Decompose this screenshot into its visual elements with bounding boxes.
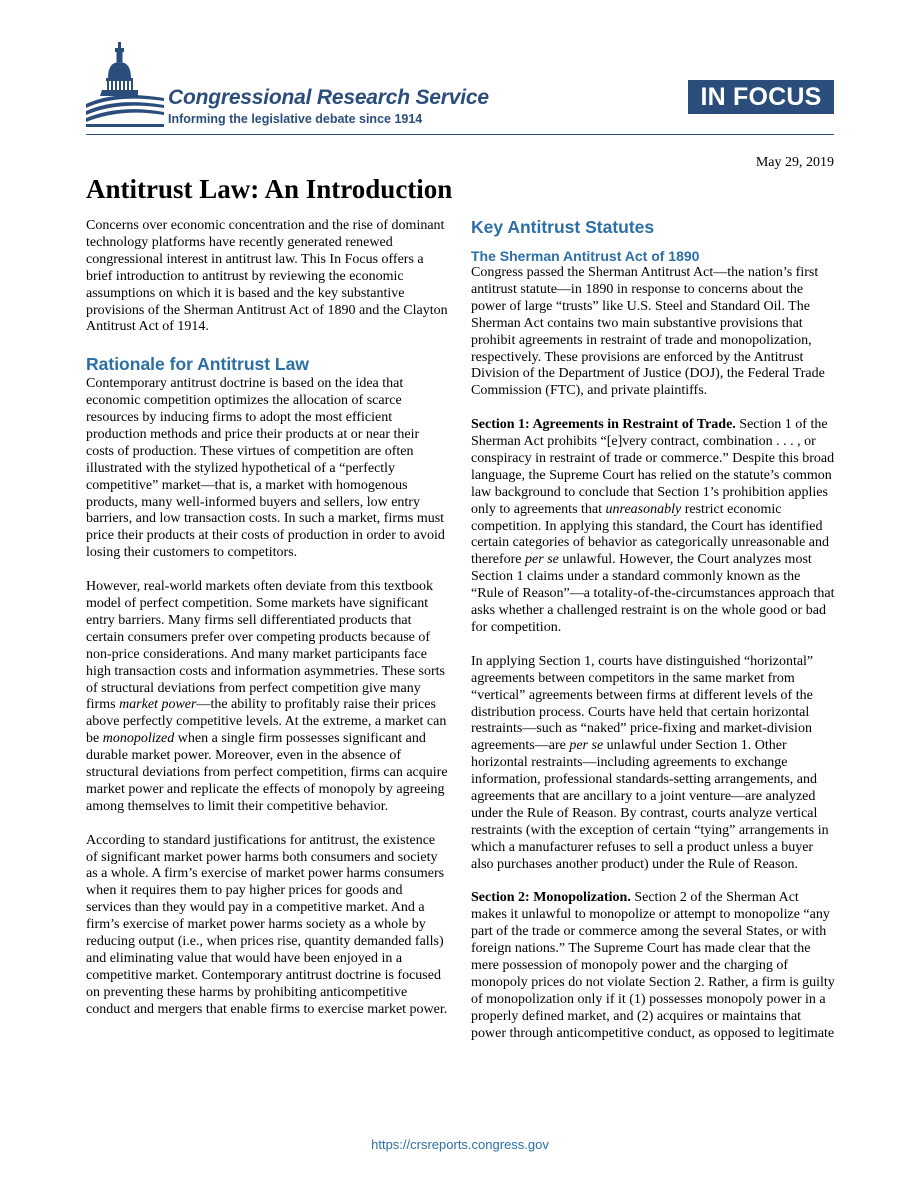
- section-heading-rationale: Rationale for Antitrust Law: [86, 354, 309, 375]
- right-column: [471, 216, 835, 1060]
- page-title: Antitrust Law: An Introduction: [86, 174, 453, 204]
- horizontal-vertical-paragraph: In applying Section 1, courts have distinguished “horizontal” agreements between competitors in the same market from “vertical” agreements between firms at different levels of the distribution process. Courts have held that certain horizontal restraints—such as “naked” price-fixing and market-division agreements—are per se unlawful under Section 1. Other horizontal restraints—including agreements to exchange information, professional standards-setting arrangements, and agreements that are ancillary to a joint venture—are analyzed under the Rule of Reason. By contrast, courts analyze vertical restraints (with the exception of certain “tying” arrangements in which a manufacturer refuses to sell a product unless a buyer also purchases another product) under the Rule of Reason.: [471, 653, 829, 872]
- in-focus-badge: IN FOCUS: [688, 80, 834, 114]
- unreasonably-term: unreasonably: [605, 501, 682, 517]
- section-2-run-in-heading: Section 2: Monopolization.: [471, 890, 631, 906]
- header-divider: [86, 134, 834, 135]
- per-se-term-2: per se: [569, 738, 604, 754]
- per-se-term: per se: [525, 552, 559, 568]
- section-1-paragraph: Section 1: Agreements in Restraint of Trade. Section 1 of the Sherman Act prohibits “[e]very contract, combination . . . , or conspiracy in restraint of trade or commerce.” Despite this broad language, the Supreme Court has relied on the statute’s common law background to conclude that Section 1’s prohibition applies only to agreements that unreasonably restrict economic competition. In applying this standard, the Court has identified certain categories of behavior as categorically unreasonable and therefore per se unlawful. However, the Court analyzes most Section 1 claims under a standard commonly known as the “Rule of Reason”—a totality-of-the-circumstances approach that asks whether a challenged restraint is on the whole good or bad for competition.: [471, 417, 835, 636]
- brand: [168, 86, 489, 127]
- section-heading-statutes: Key Antitrust Statutes: [471, 217, 655, 237]
- org-name: Congressional Research Service: [168, 86, 489, 109]
- org-tagline: Informing the legislative debate since 1914: [168, 112, 423, 126]
- rationale-paragraph-3: According to standard justifications for antitrust, the existence of significant market power harms both consumers and society as a whole. A firm’s exercise of market power harms consumers when it requires them to pay higher prices for goods and services than they would pay in a competitive market. And a firm’s exercise of market power harms society as a whole by reducing output (i.e., when prices rise, quantity demanded falls) and eliminating value that would have been enjoyed in a competitive market. Contemporary antitrust doctrine is focused on preventing these harms by prohibiting anticompetitive conduct and mergers that enable firms to exercise market power.: [86, 832, 448, 1017]
- intro-paragraph: Concerns over economic concentration and the rise of dominant technology platforms have recently generated renewed congressional interest in antitrust law. This In Focus offers a brief introduction to antitrust by reviewing the economic assumptions on which it is based and the key substantive provisions of the Sherman Antitrust Act of 1890 and the Clayton Antitrust Act of 1914.: [86, 218, 448, 335]
- market-power-term: market power: [119, 697, 197, 713]
- section-2-paragraph: Section 2: Monopolization. Section 2 of the Sherman Act makes it unlawful to monopolize or attempt to monopolize “any part of the trade or commerce among the several States, or with foreign nations.” The Supreme Court has made clear that the mere possession of monopoly power and the charging of monopoly prices do not violate Section 2. Rather, a firm is guilty of monopolization only if it (1) possesses monopoly power in a properly defined market, and (2) acquires or maintains that power through anticompetitive conduct, as opposed to legitimate: [471, 890, 835, 1041]
- footer-url-link[interactable]: https://crsreports.congress.gov: [371, 1137, 549, 1152]
- rationale-paragraph-2: However, real-world markets often deviate from this textbook model of perfect competition. Some markets have significant entry barriers. Many firms sell differentiated products that certain consumers prefer over competing products because of non-price considerations. And many market participants face high transaction costs and information asymmetries. These sorts of structural deviations from perfect competition give many firms market power—the ability to profitably raise their prices above perfectly competitive levels. At the extreme, a market can be monopolized when a single firm possesses significant and durable market power. Moreover, even in the absence of structural deviations from perfect competition, firms can acquire market power and replicate the effects of monopoly by agreeing among themselves to limit their competitive behavior.: [86, 579, 448, 814]
- sherman-paragraph-1: Congress passed the Sherman Antitrust Act—the nation’s first antitrust statute—in 1890 in response to concerns about the power of large “trusts” like U.S. Steel and Standard Oil. The Sherman Act contains two main substantive provisions that prohibit agreements in restraint of trade and monopolization, respectively. These provisions are enforced by the Antitrust Division of the Department of Justice (DOJ), the Federal Trade Commission (FTC), and private plaintiffs.: [471, 265, 825, 399]
- capitol-dome-logo-icon: [86, 40, 166, 130]
- section-1-run-in-heading: Section 1: Agreements in Restraint of Trade.: [471, 417, 736, 433]
- monopolized-term: monopolized: [102, 731, 175, 747]
- rationale-paragraph-1: Contemporary antitrust doctrine is based on the idea that economic competition optimizes the allocation of scarce resources by inducing firms to adopt the most efficient production methods and price their products at or near their costs of production. These virtues of competition are often illustrated with the stylized hypothetical of a “perfectly competitive” market—that is, a market with homogenous products, many well-informed buyers and sellers, low entry barriers, and low transaction costs. In such a market, firms must price their products at their costs of production in order to avoid losing their customers to competitors.: [86, 376, 445, 561]
- publication-date: May 29, 2019: [755, 155, 834, 170]
- subheading-sherman-act: The Sherman Antitrust Act of 1890: [471, 248, 700, 264]
- left-column: [86, 218, 448, 1036]
